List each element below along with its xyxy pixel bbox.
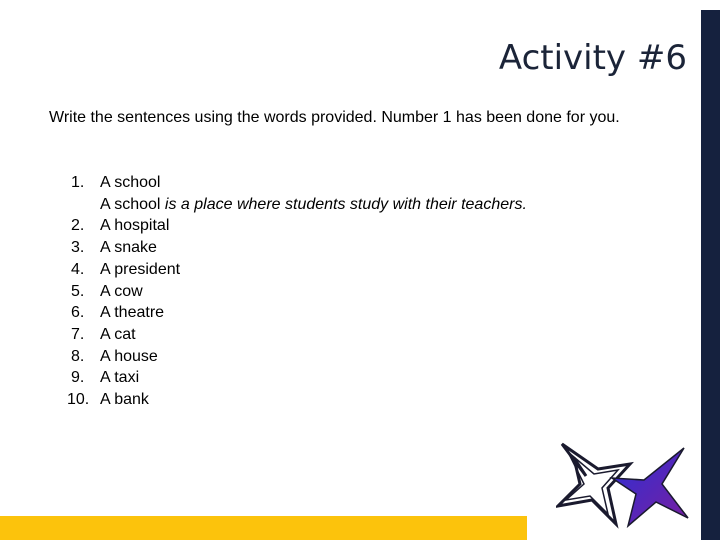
instructions-text: Write the sentences using the words provided. Number 1 has been done for you.: [49, 109, 620, 126]
item-word: A cat: [100, 325, 136, 343]
slide-title: Activity #6: [498, 38, 687, 78]
example-subject: A school: [100, 195, 161, 213]
item-word: A bank: [100, 391, 149, 409]
item-number: 3.: [71, 239, 85, 257]
item-number: 10.: [67, 391, 90, 409]
item-word: A cow: [100, 282, 143, 300]
item-number: 8.: [71, 347, 85, 365]
item-word: A taxi: [100, 369, 140, 387]
list-item: [49, 324, 527, 346]
item-number: 2.: [71, 217, 85, 235]
item-word: A school: [100, 174, 161, 191]
list-item: [49, 237, 527, 259]
list-item: [49, 346, 527, 368]
word-list: [49, 172, 527, 411]
list-item: [49, 367, 527, 389]
item-number: 1.: [71, 174, 85, 191]
item-number: 4.: [71, 260, 85, 278]
gradient-star-shape: [612, 448, 688, 526]
item-word: A theatre: [100, 304, 165, 322]
item-word: A snake: [100, 239, 157, 257]
bottom-accent-bar: [0, 516, 527, 540]
list-item: [49, 281, 527, 303]
example-predicate: is a place where students study with their teachers.: [160, 195, 527, 213]
right-accent-bar: [701, 10, 720, 540]
list-item: [49, 215, 527, 237]
list-item: [49, 389, 527, 411]
item-word: A hospital: [100, 217, 170, 235]
item-number: 6.: [71, 304, 85, 322]
item-word: A president: [100, 260, 181, 278]
example-sentence: [100, 194, 527, 216]
outline-star-shape: [558, 444, 630, 524]
item-word: A house: [100, 347, 158, 365]
item-number: 5.: [71, 282, 85, 300]
item-number: 9.: [71, 369, 85, 387]
list-item: [49, 302, 527, 324]
list-item: [49, 259, 527, 281]
item-number: 7.: [71, 325, 85, 343]
list-item: [49, 172, 527, 215]
star-logo-icon: [556, 440, 692, 532]
